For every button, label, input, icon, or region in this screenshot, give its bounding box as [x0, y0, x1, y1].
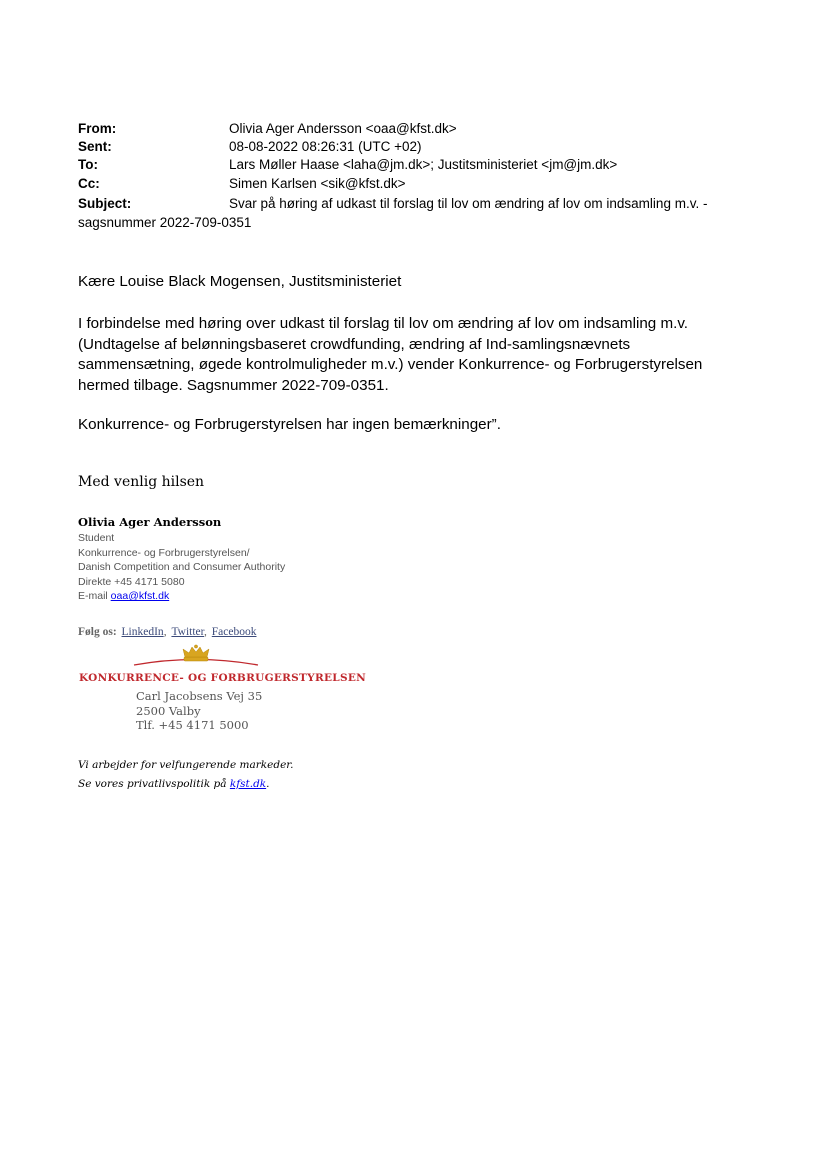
cc-label: Cc:: [78, 176, 100, 191]
subject-value-line2: sagsnummer 2022-709-0351: [78, 215, 252, 230]
signature-org-line2: Danish Competition and Consumer Authority: [78, 561, 286, 573]
facebook-link[interactable]: Facebook: [211, 626, 257, 638]
body-paragraph-2: Konkurrence- og Forbrugerstyrelsen har ingen bemærkninger”.: [78, 416, 501, 433]
para1-line1: I forbindelse med høring over udkast til forslag til lov om ændring af lov om indsamling m.v.: [78, 315, 689, 332]
tagline-line1: Vi arbejder for velfungerende markeder.: [78, 759, 294, 771]
follow-label: Følg os:: [78, 626, 117, 638]
tagline-line2-suffix: .: [266, 778, 270, 790]
signature-org-line1: Konkurrence- og Forbrugerstyrelsen/: [78, 546, 250, 559]
cc-value: Simen Karlsen <sik@kfst.dk>: [229, 176, 406, 191]
from-label: From:: [78, 121, 117, 136]
from-value: Olivia Ager Andersson <oaa@kfst.dk>: [229, 121, 457, 136]
crown-icon: [78, 644, 367, 686]
email-prefix: E-mail: [78, 590, 111, 602]
signature-direct-phone: Direkte +45 4171 5080: [78, 575, 185, 588]
greeting: Kære Louise Black Mogensen, Justitsministeriet: [78, 273, 402, 290]
para1-line3: sammensætning, øgede kontrolmuligheder m.v.) vender Konkurrence- og Forbrugerstyrelsen: [78, 356, 703, 373]
kfst-link[interactable]: kfst.dk: [229, 778, 267, 790]
logo-text: KONKURRENCE- OG FORBRUGERSTYRELSEN: [79, 672, 367, 684]
twitter-link[interactable]: Twitter: [171, 626, 205, 638]
sent-value: 08-08-2022 08:26:31 (UTC +02): [229, 139, 422, 154]
closing: Med venlig hilsen: [78, 474, 205, 490]
follow-row: Følg os: LinkedIn, Twitter, Facebook: [78, 626, 257, 638]
address-city: 2500 Valby: [136, 703, 201, 718]
address-block: [136, 689, 262, 733]
tagline-line2: [78, 775, 294, 794]
sent-label: Sent:: [78, 139, 112, 154]
signature-block: [78, 531, 285, 604]
signature-email-row: [78, 589, 285, 604]
email-link[interactable]: oaa@kfst.dk: [110, 590, 170, 602]
signature-title: Student: [78, 532, 115, 544]
tagline-line2-prefix: Se vores privatlivspolitik på: [78, 778, 230, 790]
subject-row: [78, 194, 758, 232]
body-paragraph-1: [78, 314, 702, 396]
signature-name: Olivia Ager Andersson: [78, 515, 222, 529]
address-phone: Tlf. +45 4171 5000: [136, 718, 249, 732]
subject-value-line1: Svar på høring af udkast til forslag til lov om ændring af lov om indsamling m.v. -: [229, 196, 708, 211]
para1-line4: hermed tilbage. Sagsnummer 2022-709-0351.: [78, 376, 389, 394]
para1-line2: (Undtagelse af belønningsbaseret crowdfunding, ændring af Ind-samlingsnævnets: [78, 335, 631, 353]
to-value: Lars Møller Haase <laha@jm.dk>; Justitsministeriet <jm@jm.dk>: [229, 157, 618, 172]
to-label: To:: [78, 157, 98, 172]
tagline: [78, 756, 294, 794]
address-street: Carl Jacobsens Vej 35: [136, 689, 263, 703]
kfst-logo: [78, 644, 367, 686]
linkedin-link[interactable]: LinkedIn: [121, 626, 164, 638]
subject-label: Subject:: [78, 196, 132, 211]
